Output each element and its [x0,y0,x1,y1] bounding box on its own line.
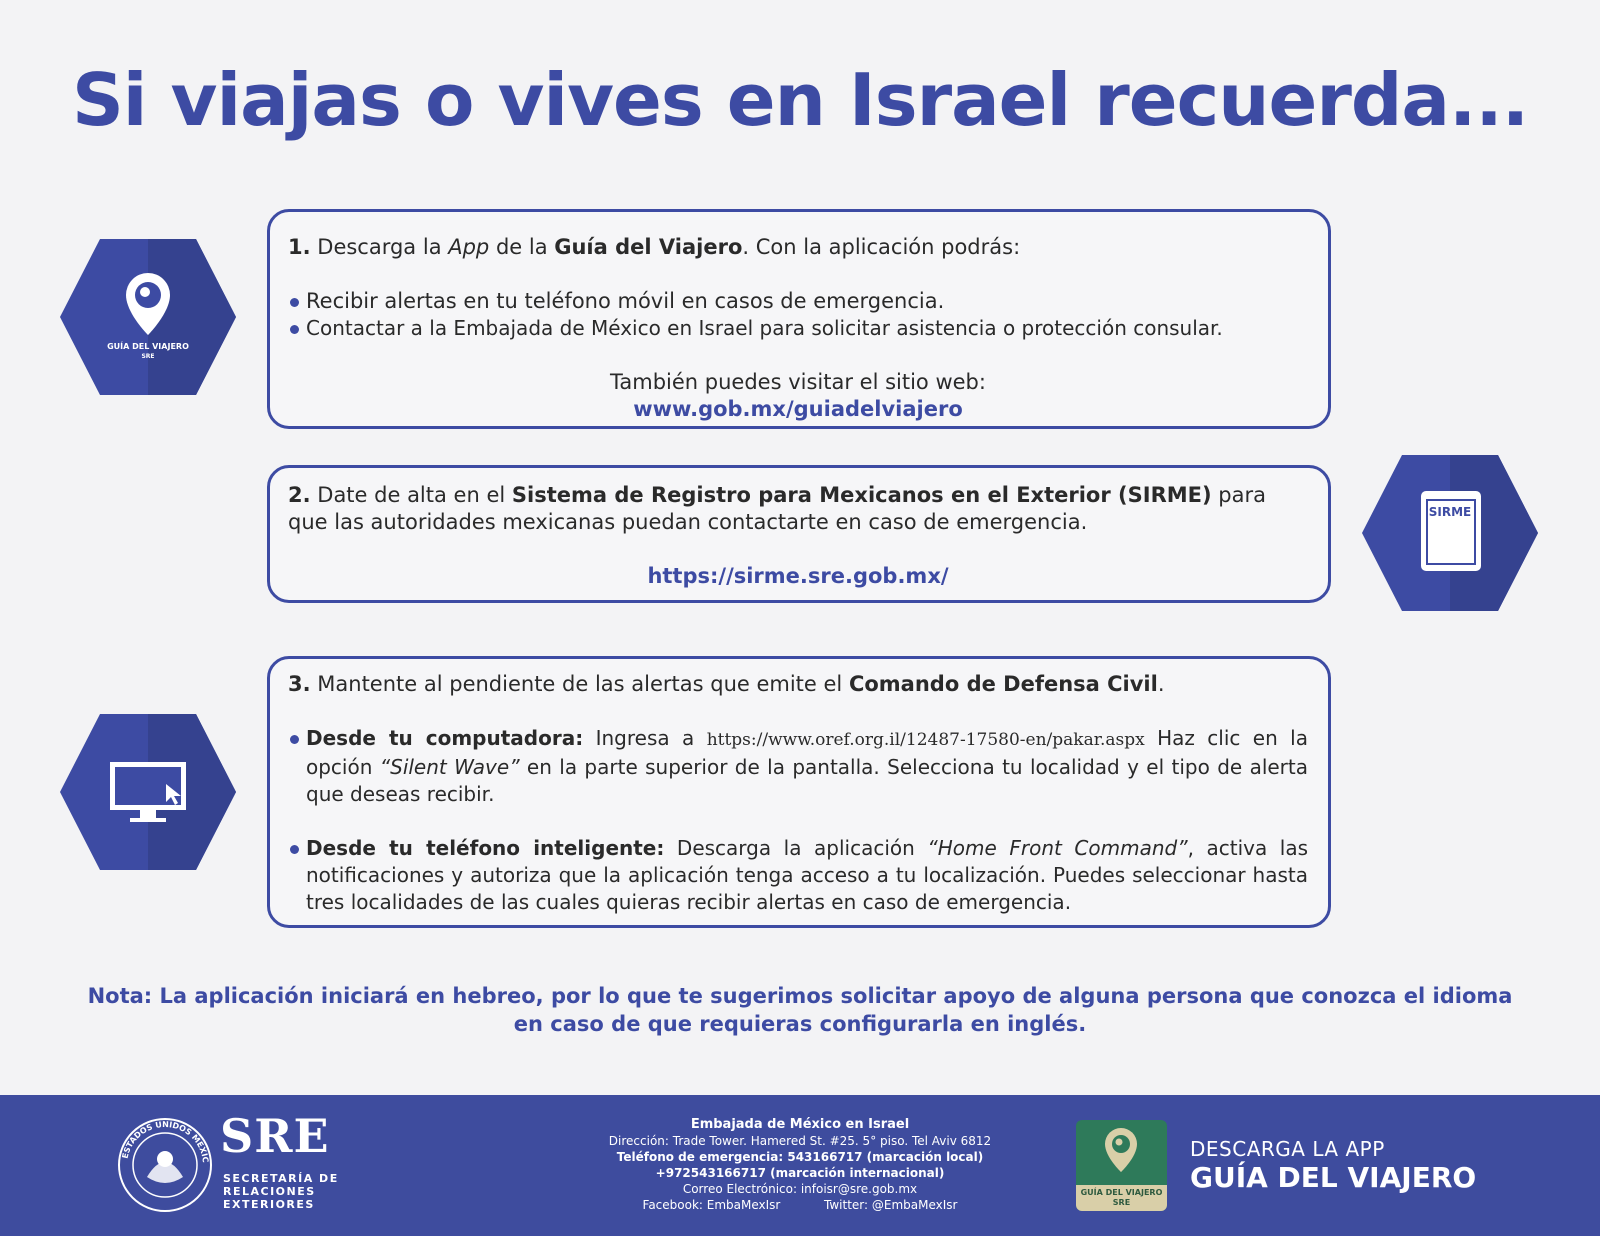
embassy-name: Embajada de México en Israel [690,1117,910,1132]
computer-pre: Ingresa a [583,726,707,750]
card2-pre: Date de alta en el [310,483,512,507]
card3-bold: Comando de Defensa Civil [848,672,1158,696]
phone-post: , activa las notificaciones y autoriza que la aplicación tenga acceso a tu localización. Puedes seleccionar hasta tres localidades de las cuales quieras recibir alertas en caso de emergencia. [306,836,1309,914]
phone-pre: Descarga la aplicación [664,836,928,860]
card1-pre: Descarga la [310,235,449,259]
card1-mid: de la [489,235,555,259]
embassy-contact [470,1117,1130,1213]
embassy-address: Dirección: Trade Tower. Hamered St. #25. 5° piso. Tel Aviv 6812 [608,1134,992,1148]
sre-sub-line-2: RELACIONES [223,1185,316,1198]
card2-post: para que las autoridades mexicanas puedan contactarte en caso de emergencia. [288,483,1266,534]
sre-logo-text: SRE [220,1109,330,1163]
oref-link[interactable]: https://www.oref.org.il/12487-17580-en/pakar.aspx [706,730,1145,750]
guia-icon-sub: SRE [141,353,155,360]
seal-text: ESTADOS UNIDOS MEXIC [120,1119,210,1164]
computer-post: en la parte superior de la pantalla. Selecciona tu localidad y el tipo de alerta que deseas recibir. [306,755,1308,806]
sre-sub-line-1: SECRETARÍA DE [223,1172,339,1185]
download-app-name: GUÍA DEL VIAJERO [1190,1161,1477,1194]
phone-instructions [288,835,1308,916]
computer-label: Desde tu computadora: [306,726,584,750]
sre-subtitle [223,1172,339,1211]
card1-bold: Guía del Viajero [554,235,743,259]
computer-mid: Haz clic en la opción [306,726,1308,779]
guia-icon-label: GUÍA DEL VIAJERO [107,342,189,351]
note [60,982,1540,1038]
guia-viajero-hex-icon [60,237,236,397]
app-icon-label: GUÍA DEL VIAJERO [1080,1188,1163,1197]
footer [0,1095,1600,1236]
card3-number: 3. [288,672,311,696]
guia-viajero-app-icon[interactable] [1076,1120,1167,1211]
note-line-1: Nota: La aplicación iniciará en hebreo, por lo que te sugerimos solicitar apoyo de alguna persona que conozca el idioma [87,984,1513,1008]
computer-hex-icon [60,712,236,872]
embassy-email[interactable]: Correo Electrónico: infoisr@sre.gob.mx [682,1182,918,1196]
card1-visit-text: También puedes visitar el sitio web: [610,370,986,394]
download-app-text: DESCARGA LA APP [1190,1137,1385,1161]
sre-sub-line-3: EXTERIORES [223,1198,315,1211]
card3-pre: Mantente al pendiente de las alertas que emite el [310,672,849,696]
twitter-link[interactable]: Twitter: @EmbaMexIsr [824,1198,958,1212]
card1-app: App [448,235,490,259]
emergency-phone-intl: +972543166717 (marcación internacional) [655,1166,945,1180]
card3-post: . [1157,672,1165,696]
computer-instructions [288,725,1308,808]
phone-label: Desde tu teléfono inteligente: [306,836,665,860]
list-item: Contactar a la Embajada de México en Israel para solicitar asistencia o protección consular. [288,315,1308,342]
card1-number: 1. [288,235,311,259]
emergency-phone-local: Teléfono de emergencia: 543166717 (marcación local) [616,1150,984,1164]
card1-post: . Con la aplicación podrás: [742,235,1021,259]
card2-bold: Sistema de Registro para Mexicanos en el Exterior (SIRME) [511,483,1212,507]
note-line-2: en caso de que requieras configurarla en inglés. [513,1012,1087,1036]
card-defensa-civil [267,656,1331,928]
list-item: Recibir alertas en tu teléfono móvil en casos de emergencia. [288,288,1308,315]
card2-number: 2. [288,483,311,507]
card-app-guia [267,209,1331,429]
sirme-icon-label: SIRME [1428,505,1472,519]
computer-option: “Silent Wave” [379,755,520,779]
guia-viajero-link[interactable]: www.gob.mx/guiadelviajero [633,397,963,421]
sirme-link[interactable]: https://sirme.sre.gob.mx/ [647,564,949,588]
sirme-hex-icon [1362,453,1538,613]
facebook-link[interactable]: Facebook: EmbaMexIsr [642,1198,781,1212]
mexico-seal-icon [117,1117,213,1213]
phone-app: “Home Front Command” [927,836,1188,860]
card-sirme [267,465,1331,603]
page-title: Si viajas o vives en Israel recuerda... [71,58,1529,142]
app-icon-sub: SRE [1112,1198,1131,1207]
